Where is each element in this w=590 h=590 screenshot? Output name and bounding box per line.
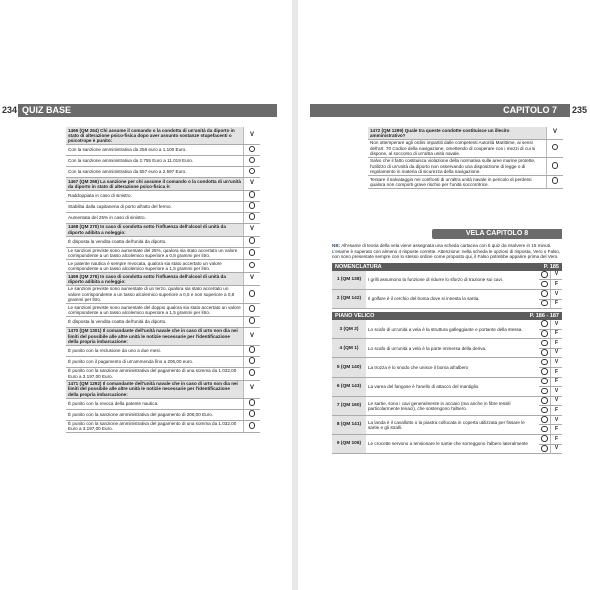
option-checkbox[interactable] xyxy=(539,339,551,349)
question-mark: V xyxy=(244,273,261,286)
circle-icon[interactable] xyxy=(541,378,548,385)
answer-checkbox[interactable] xyxy=(547,139,564,157)
question-text: 1467 (QM 266) La sanzione per chi assume il comando o la condotta di un'unità da diporto in stato di alterazione psico-fisica è: xyxy=(66,178,244,191)
circle-icon[interactable] xyxy=(541,426,548,433)
circle-icon[interactable] xyxy=(541,416,548,423)
answer-row xyxy=(66,367,260,380)
option-checkbox[interactable] xyxy=(539,367,551,377)
answer-text: Raddoppiata in caso di sinistro. xyxy=(66,190,244,201)
vela-row xyxy=(332,339,562,349)
question-mark: V xyxy=(244,380,261,398)
vela-note xyxy=(332,243,562,260)
answer-text: È punito con la sanzione amministrativa del pagamento di 206,00 Euro. xyxy=(66,409,244,420)
circle-icon[interactable] xyxy=(541,340,548,347)
item-text: I grilli assumono la funzione di ridurre lo sforzo di trazione sui cavi. xyxy=(366,271,539,290)
circle-icon[interactable] xyxy=(249,146,256,153)
answer-checkbox[interactable] xyxy=(244,156,261,167)
vela-title: VELA CAPITOLO 8 xyxy=(432,229,562,239)
answer-text: Con la sanzione amministrativa da 256 euro a 1.100 Euro. xyxy=(66,145,244,156)
answer-checkbox[interactable] xyxy=(244,260,261,273)
answer-row xyxy=(66,420,260,433)
option-label: V xyxy=(551,415,563,425)
question-mark: V xyxy=(244,127,261,145)
answer-checkbox[interactable] xyxy=(244,201,261,212)
answer-row xyxy=(66,201,260,212)
option-label: V xyxy=(551,358,563,368)
answer-row xyxy=(66,398,260,409)
circle-icon[interactable] xyxy=(541,281,548,288)
answer-row xyxy=(66,356,260,367)
option-checkbox[interactable] xyxy=(539,320,551,329)
answer-checkbox[interactable] xyxy=(244,145,261,156)
circle-icon[interactable] xyxy=(541,300,548,307)
answer-checkbox[interactable] xyxy=(244,303,261,316)
vela-row xyxy=(332,396,562,406)
option-checkbox[interactable] xyxy=(539,280,551,290)
answer-checkbox[interactable] xyxy=(244,167,261,178)
header-title: CAPITOLO 7 xyxy=(503,105,557,115)
question-row xyxy=(66,223,260,236)
answer-row xyxy=(66,260,260,273)
item-text: La varea del fangose è l'anello di attacco del mantiglio. xyxy=(366,377,539,396)
circle-icon[interactable] xyxy=(541,407,548,414)
answer-text: È punito con la sanzione amministrativa del pagamento di una somma da 1.032,00 Euro a 3.197,00 Euro. xyxy=(66,367,244,380)
question-row xyxy=(368,127,563,139)
question-mark: V xyxy=(547,127,564,139)
answer-text: È disposta la vendita coatta dell'unità da diporto. xyxy=(66,316,244,327)
option-checkbox[interactable] xyxy=(539,299,551,309)
option-checkbox[interactable] xyxy=(539,415,551,425)
question-text: 1468 (QM 270) In caso di condotta sotto l'influenza dell'alcool di unità da diporto adibita a noleggio: xyxy=(66,223,244,236)
answer-row xyxy=(66,190,260,201)
answer-text: Tentare il salvataggio nei confronti di un'altra unità navale in pericolo di perdersi qualora non comporti grave rischio per l'unità soccorritrice. xyxy=(368,175,547,188)
circle-icon[interactable] xyxy=(552,162,559,169)
answer-checkbox[interactable] xyxy=(547,175,564,188)
answer-checkbox[interactable] xyxy=(547,157,564,175)
question-mark: V xyxy=(244,327,261,345)
option-checkbox[interactable] xyxy=(539,377,551,387)
option-label: V xyxy=(551,320,563,329)
circle-icon[interactable] xyxy=(541,290,548,297)
option-label: F xyxy=(551,329,563,339)
circle-icon[interactable] xyxy=(249,357,256,364)
option-checkbox[interactable] xyxy=(539,396,551,406)
answer-row xyxy=(66,212,260,223)
vela-row xyxy=(332,435,562,445)
circle-icon[interactable] xyxy=(541,397,548,404)
vela-row xyxy=(332,320,562,329)
circle-icon[interactable] xyxy=(249,249,256,256)
item-code: 8 (QM 141) xyxy=(332,415,366,434)
answer-checkbox[interactable] xyxy=(244,398,261,409)
left-page xyxy=(0,0,292,590)
section-pages: P. 186 - 187 xyxy=(529,313,559,320)
answer-row xyxy=(66,167,260,178)
option-label: V xyxy=(551,289,563,299)
option-label: F xyxy=(551,406,563,416)
answer-row xyxy=(66,345,260,356)
item-text: Le sartie, sono i cavi generalmente in acciaio (ma anche in fibre tessili particolarmente tenaci), che sostengono l'albero. xyxy=(366,396,539,415)
section-name: NOMENCLATURA xyxy=(335,263,382,270)
header-title: QUIZ BASE xyxy=(22,105,72,115)
section-pages: P. 185 xyxy=(543,263,559,270)
vela-row xyxy=(332,415,562,425)
question-mark: V xyxy=(244,178,261,191)
question-row xyxy=(66,127,260,145)
answer-row xyxy=(66,303,260,316)
answer-row xyxy=(368,139,563,157)
option-label: V xyxy=(551,444,563,454)
question-text: 1472 (QM 1299) Quale tra queste condotte costituisce un illecito amministrativo? xyxy=(368,127,547,139)
vela-row xyxy=(332,289,562,299)
answer-checkbox[interactable] xyxy=(244,345,261,356)
item-code: 1 (QM 138) xyxy=(332,271,366,290)
circle-icon[interactable] xyxy=(541,445,548,452)
circle-icon[interactable] xyxy=(541,320,548,327)
circle-icon[interactable] xyxy=(249,157,256,164)
vela-table xyxy=(332,320,562,454)
circle-icon[interactable] xyxy=(552,144,559,151)
circle-icon[interactable] xyxy=(541,368,548,375)
circle-icon[interactable] xyxy=(249,202,256,209)
answer-row xyxy=(66,236,260,247)
option-checkbox[interactable] xyxy=(539,358,551,368)
question-row xyxy=(66,327,260,345)
item-text: La trozza è lo snodo che unisce il boma all'albero xyxy=(366,358,539,377)
answer-text: Le sanzioni previste sono aumentate del doppio qualora sia stato accertato un valore corrispondente a un tasso alcolemico superiore a 1,5 grammi per litro. xyxy=(66,303,244,316)
option-checkbox[interactable] xyxy=(539,271,551,280)
option-label: V xyxy=(551,271,563,280)
answer-text: Le sanzioni previste sono aumentate del 25%, qualora sia stato accertato un valore corrispondente a un tasso alcolemico superiore a 0,8 grammi per litro. xyxy=(66,247,244,260)
vela-row xyxy=(332,358,562,368)
item-code: 4 (QM 1) xyxy=(332,339,366,358)
option-checkbox[interactable] xyxy=(539,435,551,445)
question-row xyxy=(66,273,260,286)
vela-section xyxy=(332,229,562,454)
answer-row xyxy=(368,157,563,175)
answer-row xyxy=(66,316,260,327)
circle-icon[interactable] xyxy=(541,271,548,278)
circle-icon[interactable] xyxy=(249,237,256,244)
answer-text: Non ottemperare agli ordini impartiti dalle competenti Autorità Marittime, ai sensi dell'art. 70 Codice della navigazione, omettendo di cooperare con i mezzi di cui si dispone, al soccorso di un'altra unità navale. xyxy=(368,139,547,157)
option-label: F xyxy=(551,367,563,377)
answer-checkbox[interactable] xyxy=(244,420,261,433)
vela-row xyxy=(332,271,562,280)
option-checkbox[interactable] xyxy=(539,387,551,397)
answer-text: È punito con la sanzione amministrativa del pagamento di una somma da 1.032,00 Euro a 3.197,00 Euro. xyxy=(66,420,244,433)
answer-text: È punito con il pagamento di un'ammenda fino a 206,00 euro. xyxy=(66,356,244,367)
circle-icon[interactable] xyxy=(249,262,256,269)
answer-text: È punito con la reclusione da uno a due mesi. xyxy=(66,345,244,356)
option-checkbox[interactable] xyxy=(539,329,551,339)
answer-text: Aumentata del 25% in caso di sinistro. xyxy=(66,212,244,223)
item-code: 2 (QM 142) xyxy=(332,289,366,308)
circle-icon[interactable] xyxy=(249,213,256,220)
answer-checkbox[interactable] xyxy=(244,285,261,303)
item-code: 3 (QM 2) xyxy=(332,320,366,339)
answer-text: Stabilita dalla capitaneria di porto all'atto del fermo. xyxy=(66,201,244,212)
quiz-table-right xyxy=(368,127,563,189)
question-text: 1470 (QM 1301) Il comandante dell'unità navale che in caso di urto non dia nei limiti del possibile alle altre unità le notizie necessarie per l'identificazione della propria imbarcazione: xyxy=(66,327,244,345)
page-number: 234 xyxy=(2,105,18,115)
question-row xyxy=(66,380,260,398)
answer-row xyxy=(66,145,260,156)
question-mark: V xyxy=(244,223,261,236)
answer-text: È disposta la vendita coatta dell'unità da diporto. xyxy=(66,236,244,247)
vela-row xyxy=(332,377,562,387)
option-checkbox[interactable] xyxy=(539,444,551,454)
option-label: F xyxy=(551,377,563,387)
circle-icon[interactable] xyxy=(541,388,548,395)
answer-row xyxy=(66,247,260,260)
option-checkbox[interactable] xyxy=(539,348,551,358)
note-text: All'esame di teoria della vela viene assegnata una scheda cartacea con 5 quiz da risolvere in 15 minuti. L'esame è superato con almeno 4 risposte corrette. Attenzione: nella scheda le opzioni di risposta, Vero o Falso, non sono presentate sempre con lo stesso ordine come proposto qui, il Falso potrebbe apparire prima del Vero. xyxy=(332,243,561,260)
answer-checkbox[interactable] xyxy=(244,247,261,260)
quiz-table-left xyxy=(66,127,260,433)
item-text: Il golfare è il cerchio del boma dove si innesta la sartia. xyxy=(366,289,539,308)
answer-row xyxy=(66,285,260,303)
answer-row xyxy=(368,175,563,188)
question-text: 1469 (QM 276) In caso di condotta sotto l'influenza dell'alcool di unità da diporto adibita a noleggio: xyxy=(66,273,244,286)
circle-icon[interactable] xyxy=(541,349,548,356)
item-text: Lo scafo di un'unità a vela è la parte immersa della deriva. xyxy=(366,339,539,358)
question-text: 1471 (QM 1292) Il comandante dell'unità navale che in caso di urto non dia nei limiti del possibile alle altre unità le notizie necessarie per l'identificazione della propria imbarcazione: xyxy=(66,380,244,398)
circle-icon[interactable] xyxy=(552,177,559,184)
option-label: F xyxy=(551,435,563,445)
item-text: La landa è il cavallotto o la piastra collocata in coperta utilizzata per fissare le sartie e gli stralli. xyxy=(366,415,539,434)
circle-icon[interactable] xyxy=(249,410,256,417)
option-label: V xyxy=(551,396,563,406)
section-header xyxy=(332,263,562,271)
item-text: Le crocette servono a tensionare le sartie che sorreggono l'albero lateralmente xyxy=(366,435,539,454)
option-checkbox[interactable] xyxy=(539,425,551,435)
right-header xyxy=(310,104,588,117)
answer-checkbox[interactable] xyxy=(244,190,261,201)
left-header xyxy=(0,104,277,117)
circle-icon[interactable] xyxy=(249,305,256,312)
answer-checkbox[interactable] xyxy=(244,236,261,247)
section-header xyxy=(332,312,562,320)
circle-icon[interactable] xyxy=(249,346,256,353)
circle-icon[interactable] xyxy=(249,317,256,324)
answer-checkbox[interactable] xyxy=(244,356,261,367)
answer-checkbox[interactable] xyxy=(244,316,261,327)
option-label: V xyxy=(551,348,563,358)
option-checkbox[interactable] xyxy=(539,289,551,299)
section-name: PIANO VELICO xyxy=(335,313,375,320)
option-label: F xyxy=(551,425,563,435)
answer-checkbox[interactable] xyxy=(244,212,261,223)
answer-text: Le patente nautica è sempre revocata, qualora sia stato accertato un valore corrispondente a un tasso alcolemico superiore a 1,5 grammi per litro. xyxy=(66,260,244,273)
answer-row xyxy=(66,156,260,167)
circle-icon[interactable] xyxy=(541,435,548,442)
circle-icon[interactable] xyxy=(541,359,548,366)
circle-icon[interactable] xyxy=(249,399,256,406)
answer-text: Salvo che il fatto costituisca violazione della normativa sulle aree marine protette, l'utilizzo di un'unità da diporto non osservando una disposizione di legge o di regolamento in materia di sicurezza della navigazione. xyxy=(368,157,547,175)
answer-text: Le sanzioni previste sono aumentate di un terzo, qualora sia stato accertato un valore corrispondente a un tasso alcolemico superiore a 0,5 e non superiore a 0,8 grammi per litro. xyxy=(66,285,244,303)
circle-icon[interactable] xyxy=(249,168,256,175)
vela-table xyxy=(332,271,562,309)
answer-row xyxy=(66,409,260,420)
answer-text: Con la sanzione amministrativa da 557 euro a 2.597 Euro. xyxy=(66,167,244,178)
item-code: 6 (QM 143) xyxy=(332,377,366,396)
circle-icon[interactable] xyxy=(249,191,256,198)
circle-icon[interactable] xyxy=(249,422,256,429)
page-number: 235 xyxy=(572,105,588,115)
note-label: NB: xyxy=(332,243,341,248)
question-row xyxy=(66,178,260,191)
option-label: F xyxy=(551,299,563,309)
question-text: 1466 (QM 264) Chi assume il comando o la condotta di un'unità da diporto in stato di alterazione psico-fisica dopo aver assunto sostanze stupefacenti o psicotrope è punito: xyxy=(66,127,244,145)
answer-checkbox[interactable] xyxy=(244,367,261,380)
option-label: V xyxy=(551,387,563,397)
item-text: Lo scafo di un'unità a vela è la struttura galleggiante e portante della stessa. xyxy=(366,320,539,339)
circle-icon[interactable] xyxy=(249,290,256,297)
option-checkbox[interactable] xyxy=(539,406,551,416)
circle-icon[interactable] xyxy=(249,369,256,376)
answer-checkbox[interactable] xyxy=(244,409,261,420)
option-label: F xyxy=(551,339,563,349)
item-code: 9 (QM 106) xyxy=(332,435,366,454)
option-label: F xyxy=(551,280,563,290)
answer-text: È punito con la revoca della patente nautica. xyxy=(66,398,244,409)
item-code: 7 (QM 160) xyxy=(332,396,366,415)
item-code: 5 (QM 140) xyxy=(332,358,366,377)
circle-icon[interactable] xyxy=(541,330,548,337)
answer-text: Con la sanzione amministrativa da 2.755 Euro a 11.019 Euro. xyxy=(66,156,244,167)
